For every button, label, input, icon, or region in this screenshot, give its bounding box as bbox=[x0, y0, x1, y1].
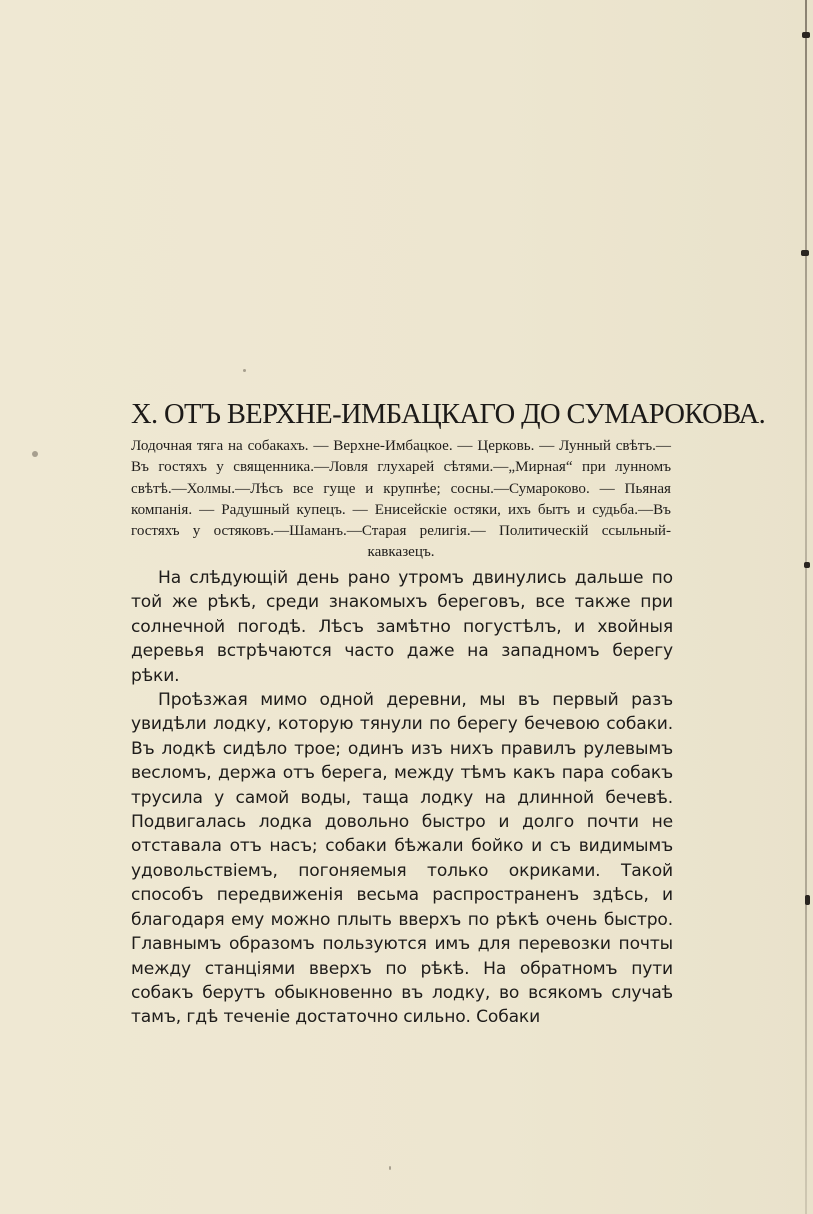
body-text bbox=[131, 566, 673, 1030]
chapter-title: X. ОТЪ ВЕРХНЕ-ИМБАЦКАГО ДО СУМАРОКОВА. bbox=[131, 399, 766, 430]
edge-mark bbox=[804, 562, 810, 568]
paper-speck bbox=[389, 1166, 391, 1170]
edge-mark bbox=[805, 895, 810, 905]
body-paragraph: На слѣдующій день рано утромъ двинулись дальше по той же рѣкѣ, среди знакомыхъ береговъ, все также при солнечной погодѣ. Лѣсъ замѣтно погустѣлъ, и хвойныя деревья встрѣчаются часто даже на западномъ берегу рѣки. bbox=[131, 568, 673, 686]
paper-speck bbox=[32, 451, 38, 457]
page-edge-shadow bbox=[805, 0, 807, 1214]
chapter-summary: Лодочная тяга на собакахъ. — Верхне-Имбацкое. — Церковь. — Лунный свѣтъ.—Въ гостяхъ у священника.—Ловля глухарей сѣтями.—„Мирная“ при лунномъ свѣтѣ.—Холмы.—Лѣсъ все гуще и крупнѣе; сосны.—Сумароково. — Пьяная компанія. — Радушный купецъ. — Енисейскіе остяки, ихъ бытъ и судьба.—Въ гостяхъ у остяковъ.—Шаманъ.—Старая религія.— Политическій ссыльный-кавказецъ. bbox=[131, 438, 671, 561]
edge-mark bbox=[802, 32, 810, 38]
body-paragraph: Проѣзжая мимо одной деревни, мы въ первый разъ увидѣли лодку, которую тянули по берегу бечевою собаки. Въ лодкѣ сидѣло трое; одинъ изъ нихъ правилъ рулевымъ весломъ, держа отъ берега, между тѣмъ какъ пара собакъ трусила у самой воды, таща лодку на длинной бечевѣ. Подвигалась лодка довольно быстро и долго почти не отставала отъ насъ; собаки бѣжали бойко и съ видимымъ удовольствіемъ, погоняемыя только окриками. Такой способъ передвиженія весьма распространенъ здѣсь, и благодаря ему можно плыть вверхъ по рѣкѣ очень быстро. Главнымъ образомъ пользуются имъ для перевозки почты между станціями вверхъ по рѣкѣ. На обратномъ пути собакъ берутъ обыкновенно въ лодку, во всякомъ случаѣ тамъ, гдѣ теченіе достаточно сильно. Собаки bbox=[131, 690, 673, 1028]
edge-mark bbox=[801, 250, 809, 256]
paper-speck bbox=[243, 369, 246, 372]
